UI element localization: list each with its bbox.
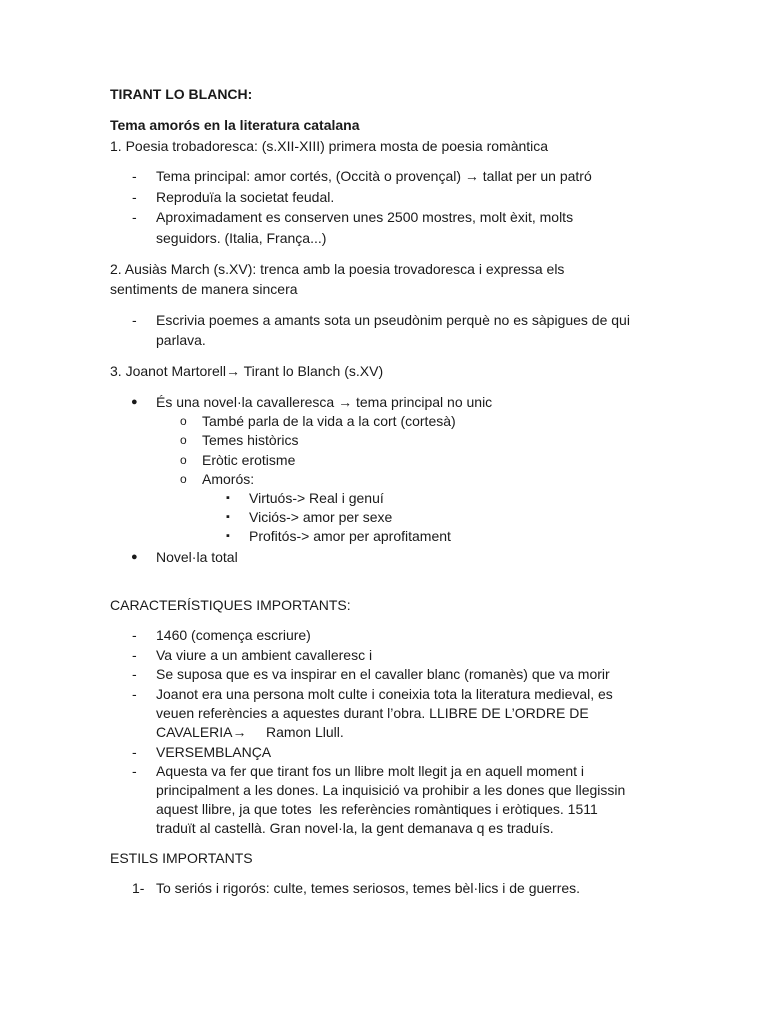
list-item: To seriós i rigorós: culte, temes seriosos, temes bèl·lics i de guerres. xyxy=(156,880,581,896)
list-item-continued: parlava. xyxy=(156,332,206,348)
dash-marker: - xyxy=(132,168,137,184)
arrow-icon: → xyxy=(338,394,353,410)
dash-marker: - xyxy=(132,312,137,328)
bullet-dot-marker: ● xyxy=(131,551,138,563)
list-item: Reproduïa la societat feudal. xyxy=(156,189,335,205)
circle-marker: o xyxy=(180,453,187,467)
list-item: 1460 (comença escriure) xyxy=(156,627,311,643)
list-item: Tema principal: amor cortés, (Occità o provençal) → tallat per un patró xyxy=(156,168,592,184)
section-1-heading: 1. Poesia trobadoresca: (s.XII-XIII) primera mosta de poesia romàntica xyxy=(110,138,549,154)
sub-list-item: Amorós: xyxy=(202,471,255,487)
circle-marker: o xyxy=(180,472,187,486)
sub-list-item: Temes històrics xyxy=(202,432,299,448)
circle-marker: o xyxy=(180,414,187,428)
list-item: Joanot era una persona molt culte i coneixia tota la literatura medieval, es xyxy=(156,686,613,702)
dash-marker: - xyxy=(132,627,137,643)
section-2-heading-continued: sentiments de manera sincera xyxy=(110,281,298,297)
dash-marker: - xyxy=(132,647,137,663)
heading-tema-amoros: Tema amorós en la literatura catalana xyxy=(110,117,360,133)
arrow-icon: → xyxy=(232,724,247,740)
list-item-continued: veuen referències a aquestes durant l’obra. LLIBRE DE L’ORDRE DE xyxy=(156,705,589,721)
dash-marker: - xyxy=(132,744,137,760)
list-item: Va viure a un ambient cavalleresc i xyxy=(156,647,373,663)
section-3-heading: 3. Joanot Martorell→ Tirant lo Blanch (s.XV) xyxy=(110,363,384,379)
arrow-icon: → xyxy=(464,168,479,184)
dash-marker: - xyxy=(132,763,137,779)
section-styles-heading: ESTILS IMPORTANTS xyxy=(110,850,253,866)
square-marker: ▪ xyxy=(226,511,230,523)
list-item: VERSEMBLANÇA xyxy=(156,744,272,760)
sub-sub-list-item: Profitós-> amor per aprofitament xyxy=(249,528,451,544)
list-item: Aproximadament es conserven unes 2500 mostres, molt èxit, molts xyxy=(156,209,574,225)
list-item: És una novel·la cavalleresca → tema principal no unic xyxy=(156,394,493,410)
list-item-continued: seguidors. (Italia, França...) xyxy=(156,230,327,246)
dash-marker: - xyxy=(132,666,137,682)
sub-list-item: També parla de la vida a la cort (cortesà) xyxy=(202,413,456,429)
dash-marker: - xyxy=(132,209,137,225)
bullet-dot-marker: ● xyxy=(131,396,138,408)
circle-marker: o xyxy=(180,433,187,447)
list-item: Aquesta va fer que tirant fos un llibre molt llegit ja en aquell moment i xyxy=(156,763,585,779)
doc-title: TIRANT LO BLANCH: xyxy=(110,86,253,102)
list-item-continued: principalment a les dones. La inquisició va prohibir a les dones que llegissin xyxy=(156,782,626,798)
dash-marker: - xyxy=(132,686,137,702)
list-item: Escrivia poemes a amants sota un pseudònim perquè no es sàpigues de qui xyxy=(156,312,630,328)
square-marker: ▪ xyxy=(226,530,230,542)
arrow-icon: → xyxy=(225,363,240,379)
section-characteristics-heading: CARACTERÍSTIQUES IMPORTANTS: xyxy=(110,597,351,613)
sub-list-item: Eròtic erotisme xyxy=(202,452,296,468)
sub-sub-list-item: Virtuós-> Real i genuí xyxy=(249,490,384,506)
list-item-continued: traduït al castellà. Gran novel·la, la gent demanava q es traduís. xyxy=(156,820,554,836)
list-item: Novel·la total xyxy=(156,549,238,565)
list-item-continued: CAVALERIA→ Ramon Llull. xyxy=(156,724,344,740)
list-item: Se suposa que es va inspirar en el cavaller blanc (romanès) que va morir xyxy=(156,666,610,682)
dash-marker: - xyxy=(132,189,137,205)
section-2-heading: 2. Ausiàs March (s.XV): trenca amb la poesia trovadoresca i expressa els xyxy=(110,261,565,277)
number-marker: 1- xyxy=(132,880,145,896)
list-item-continued: aquest llibre, ja que totes les referències romàntiques i eròtiques. 1511 xyxy=(156,801,598,817)
square-marker: ▪ xyxy=(226,492,230,504)
sub-sub-list-item: Viciós-> amor per sexe xyxy=(249,509,393,525)
